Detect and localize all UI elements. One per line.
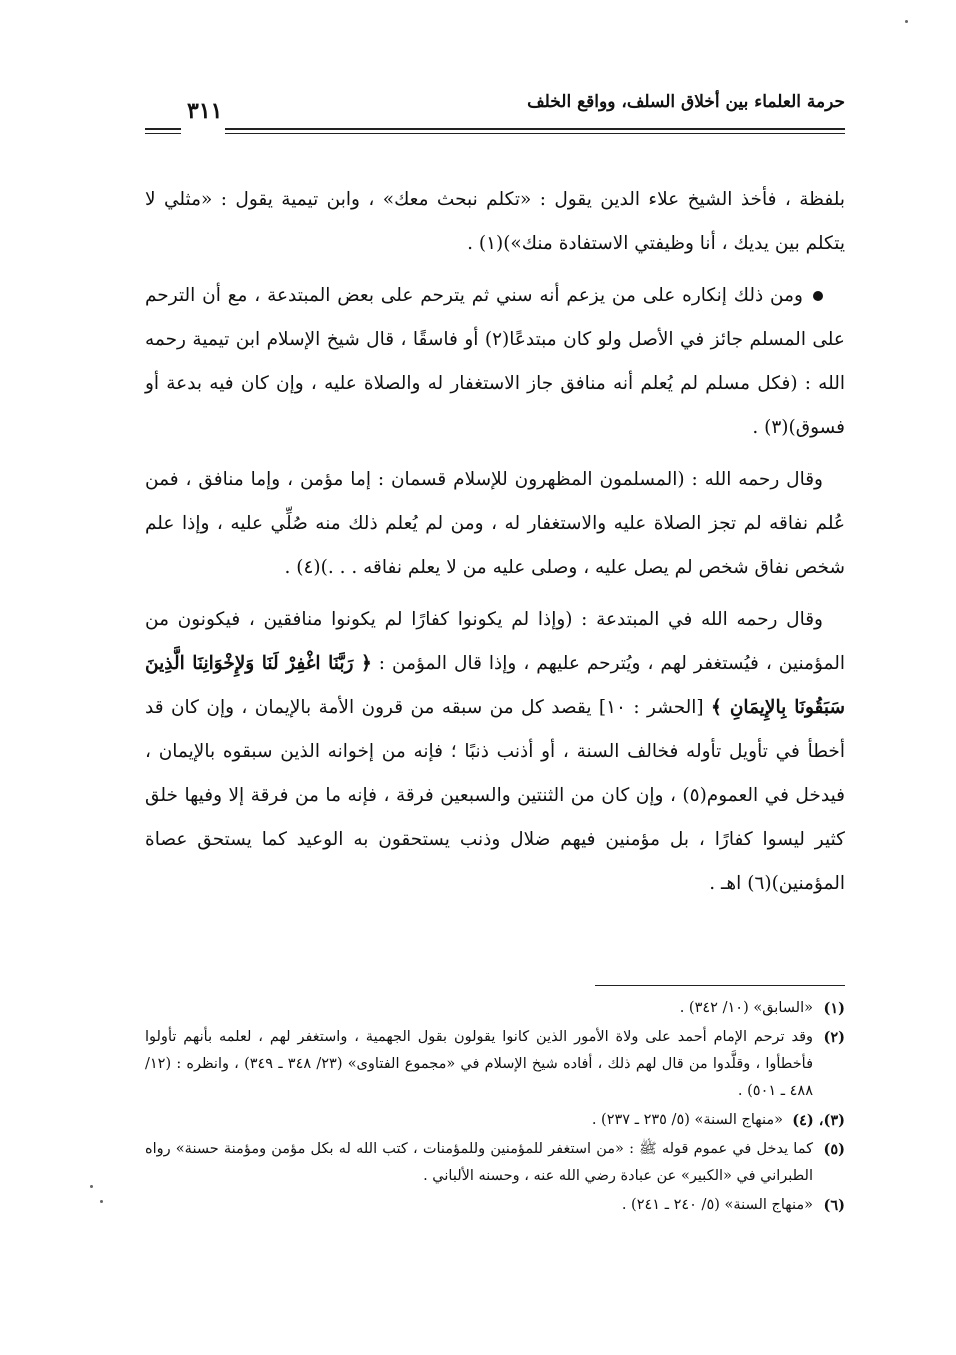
footnote-number: (٥): [823, 1141, 845, 1158]
header-rule: [225, 128, 845, 134]
page-header: [145, 88, 845, 136]
footnote-text: «منهاج السنة» (٥/ ٢٤٠ ـ ٢٤١) .: [621, 1197, 813, 1213]
footnote-separator: [595, 985, 845, 986]
paragraph-2: [145, 274, 845, 450]
paragraph-4: [145, 598, 845, 906]
scan-speck: [100, 1200, 103, 1203]
footnote-number: (٣)، (٤): [792, 1112, 845, 1129]
scan-speck: [905, 20, 908, 23]
paragraph-4-part-1: وقال رحمه الله في المبتدعة : (وإذا لم يكونوا كفارًا لم يكونوا منافقين ، فيكونون من المؤمنين ، فيُستغفر لهم ، ويُترحم عليهم ، وإذا قال المؤمن :: [145, 609, 845, 674]
scan-speck: [90, 1185, 93, 1188]
running-title: حرمة العلماء بين أخلاق السلف، وواقع الخلف: [527, 92, 845, 112]
footnote-number: (١): [823, 1000, 845, 1017]
footnote-text: «السابق» (١٠/ ٣٤٢) .: [679, 1000, 813, 1016]
paragraph-4-part-2: [الحشر : ١٠] يقصد كل من سبقه من قرون الأمة بالإيمان ، وإن كان قد أخطأ في تأويل تأوله فخالف السنة ، أو أذنب ذنبًا ؛ فإنه من إخوانه الذين سبقوه بالإيمان ، فيدخل في العموم(٥) ، وإن كان من الثنتين والسبعين فرقة ، فإنه ما من فرقة إلا وفيها خلق كثير ليسوا كفارًا ، بل مؤمنين فيهم ضلال وذنب يستحقون به الوعيد كما يستحق عصاة المؤمنين)(٦) اهـ .: [145, 697, 846, 894]
footnote-1: [145, 995, 845, 1022]
page-number: ٣١١: [187, 98, 223, 124]
footnote-text: وقد ترحم الإمام أحمد على ولاة الأمور الذين كانوا يقولون بقول الجهمية ، واستغفر لهم ، لعلمه بأنهم تأولوا فأخطأوا ، وقلَّدوا من قال لهم ذلك ، أفاده شيخ الإسلام في «مجموع الفتاوى» (٢٣/ ٣٤٨ ـ ٣٤٩) ، وانظره : (١٢/ ٤٨٨ ـ ٥٠١) .: [145, 1029, 814, 1099]
paragraph-3: وقال رحمه الله : (المسلمون المظهرون للإسلام قسمان : إما مؤمن ، وإما منافق ، فمن عُلم نفاقه لم تجز الصلاة عليه والاستغفار له ، ومن لم يُعلم ذلك منه صُلِّي عليه ، وإذا علم شخص نفاق شخص لم يصل عليه ، وصلى عليه من لا يعلم نفاقه . . .)(٤) .: [145, 469, 845, 578]
main-text: [145, 178, 845, 914]
footnote-2: [145, 1024, 845, 1105]
footnote-number: (٢): [823, 1029, 845, 1046]
footnotes: [145, 995, 845, 1221]
paragraph-1: بلفظة ، فأخذ الشيخ علاء الدين يقول : «تكلم نبحث معك» ، وابن تيمية يقول : «مثلي لا يتكلم بين يديك ، أنا وظيفتي الاستفادة منك»)(١) .: [145, 189, 845, 254]
footnote-3-4: [145, 1107, 845, 1134]
paragraph-2-text: ومن ذلك إنكاره على من يزعم أنه سني ثم يترحم على بعض المبتدعة ، مع أن الترحم على المسلم جائز في الأصل ولو كان مبتدعًا(٢) أو فاسقًا ، قال شيخ الإسلام ابن تيمية رحمه الله : (فكل مسلم لم يُعلم أنه منافق جاز الاستغفار له والصلاة عليه ، وإن كان فيه بدعة أو فسوق)(٣) .: [145, 285, 845, 438]
footnote-text: كما يدخل في عموم قوله ﷺ : «من استغفر للمؤمنين وللمؤمنات ، كتب الله له بكل مؤمن ومؤمنة حسنة» رواه الطبراني في «الكبير» عن عبادة رضي الله عنه ، وحسنه الألباني .: [145, 1141, 813, 1184]
footnote-text: «منهاج السنة» (٥/ ٢٣٥ ـ ٢٣٧) .: [591, 1112, 783, 1128]
footnote-number: (٦): [823, 1197, 845, 1214]
footnote-6: [145, 1192, 845, 1219]
quran-verse: ﴿ رَبَّنَا اغْفِرْ لَنَا وَلإِخْوَانِنَا الَّذِينَ سَبَقُونَا بِالإِيمَانِ ﴾: [145, 653, 845, 718]
bullet-icon: [813, 291, 823, 301]
header-rule-short: [145, 128, 181, 134]
footnote-5: [145, 1136, 845, 1190]
